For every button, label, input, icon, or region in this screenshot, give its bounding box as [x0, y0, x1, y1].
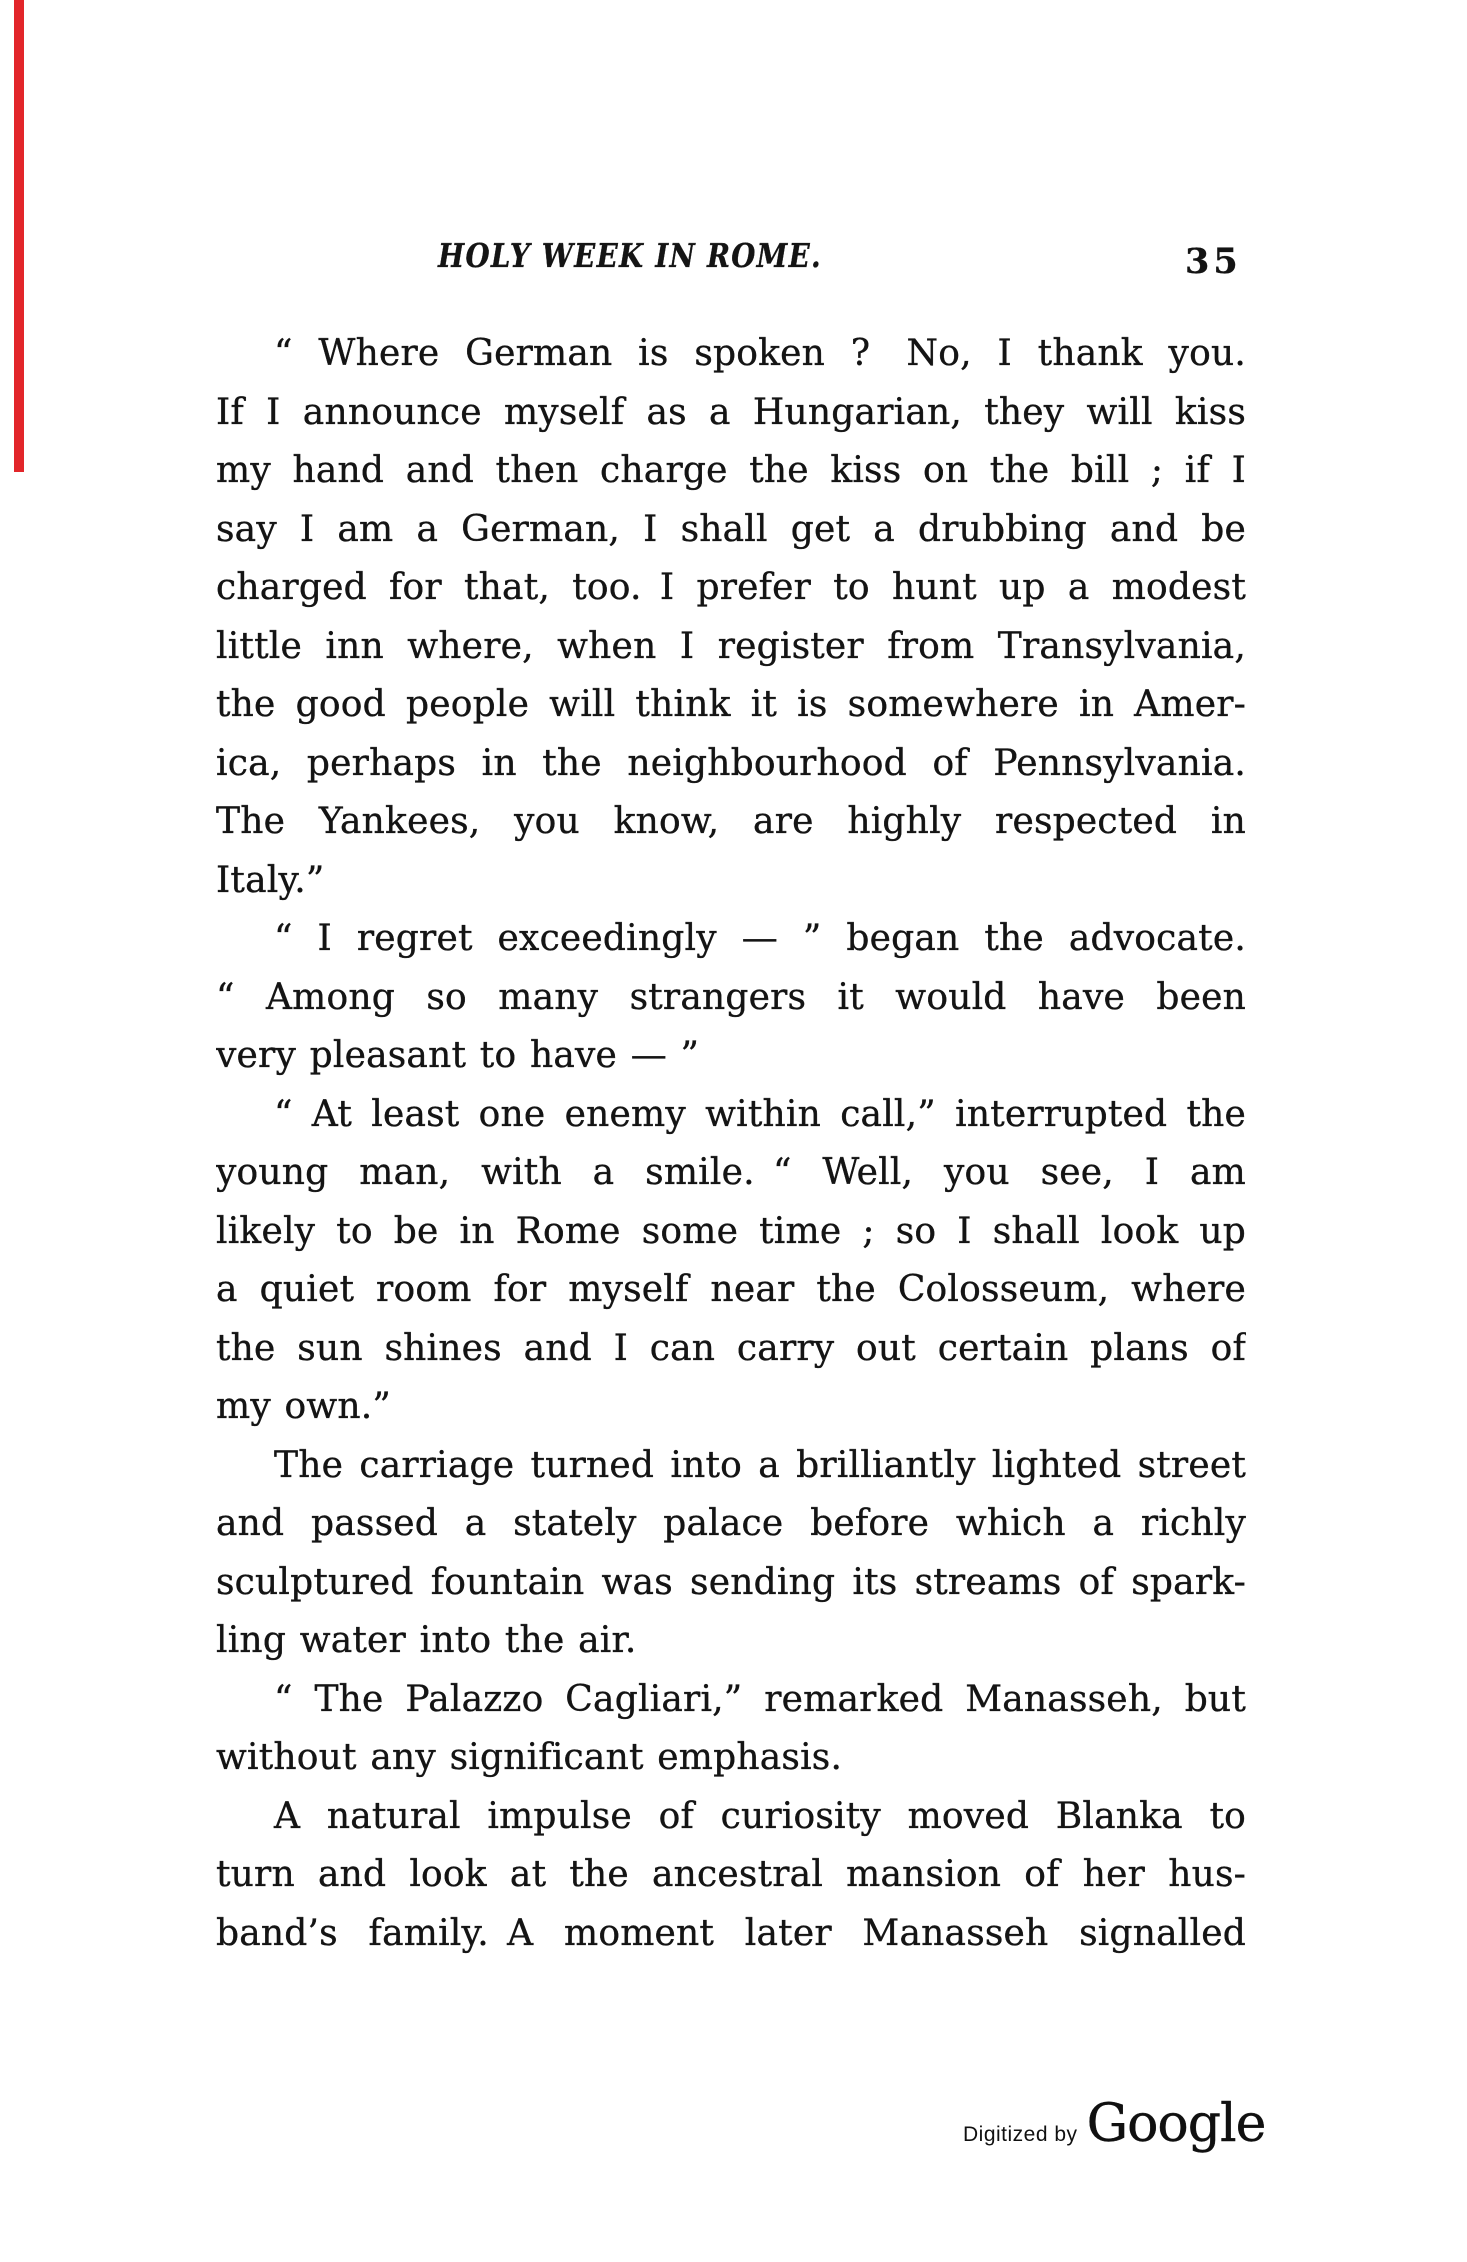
text-line: ling water into the air.	[216, 1620, 637, 1661]
text-line: turn and look at the ancestral mansion of her hus-	[216, 1854, 1246, 1895]
text-line: very pleasant to have — ”	[216, 1035, 700, 1076]
text-line: likely to be in Rome some time ; so I shall look up	[216, 1210, 1246, 1252]
text-line: “ At least one enemy within call,” interrupted the	[274, 1093, 1246, 1135]
text-line: charged for that, too. I prefer to hunt up a modest	[216, 567, 1246, 608]
text-line: band’s family. A moment later Manasseh signalled	[216, 1912, 1246, 1954]
text-line: my own.”	[216, 1386, 392, 1427]
text-line: The Yankees, you know, are highly respected in	[216, 801, 1246, 842]
text-line: sculptured fountain was sending its streams of spark-	[216, 1561, 1246, 1603]
text-line: If I announce myself as a Hungarian, they will kiss	[216, 391, 1246, 433]
text-line: The carriage turned into a brilliantly lighted street	[274, 1444, 1246, 1486]
text-line: little inn where, when I register from Transylvania,	[216, 625, 1246, 667]
text-line: the sun shines and I can carry out certain plans of	[216, 1327, 1246, 1369]
running-header-title: HOLY WEEK IN ROME.	[438, 236, 822, 275]
page-text	[216, 325, 1246, 1963]
text-line: young man, with a smile. “ Well, you see, I am	[216, 1152, 1246, 1193]
page-number: 35	[1185, 241, 1242, 282]
text-line: “ I regret exceedingly — ” began the advocate.	[274, 918, 1246, 959]
text-line: a quiet room for myself near the Colosseum, where	[216, 1269, 1246, 1310]
text-line: the good people will think it is somewhere in Amer-	[216, 684, 1246, 725]
text-line: say I am a German, I shall get a drubbing and be	[216, 508, 1246, 550]
text-line: “ The Palazzo Cagliari,” remarked Manasseh, but	[274, 1678, 1246, 1720]
text-line: my hand and then charge the kiss on the bill ; if I	[216, 450, 1246, 491]
google-logo: Google	[1086, 2094, 1266, 2154]
text-line: and passed a stately palace before which a richly	[216, 1503, 1246, 1544]
text-line: ica, perhaps in the neighbourhood of Pennsylvania.	[216, 742, 1246, 784]
digitized-by-label: Digitized by	[963, 2123, 1078, 2146]
scan-footer	[963, 2094, 1265, 2154]
text-line: A natural impulse of curiosity moved Blanka to	[274, 1795, 1246, 1837]
text-line: without any significant emphasis.	[216, 1737, 843, 1778]
text-line: Italy.”	[216, 859, 325, 901]
text-line: “ Where German is spoken ? No, I thank you.	[274, 333, 1246, 374]
text-line: “ Among so many strangers it would have been	[216, 976, 1246, 1018]
book-binding-edge	[14, 0, 24, 472]
